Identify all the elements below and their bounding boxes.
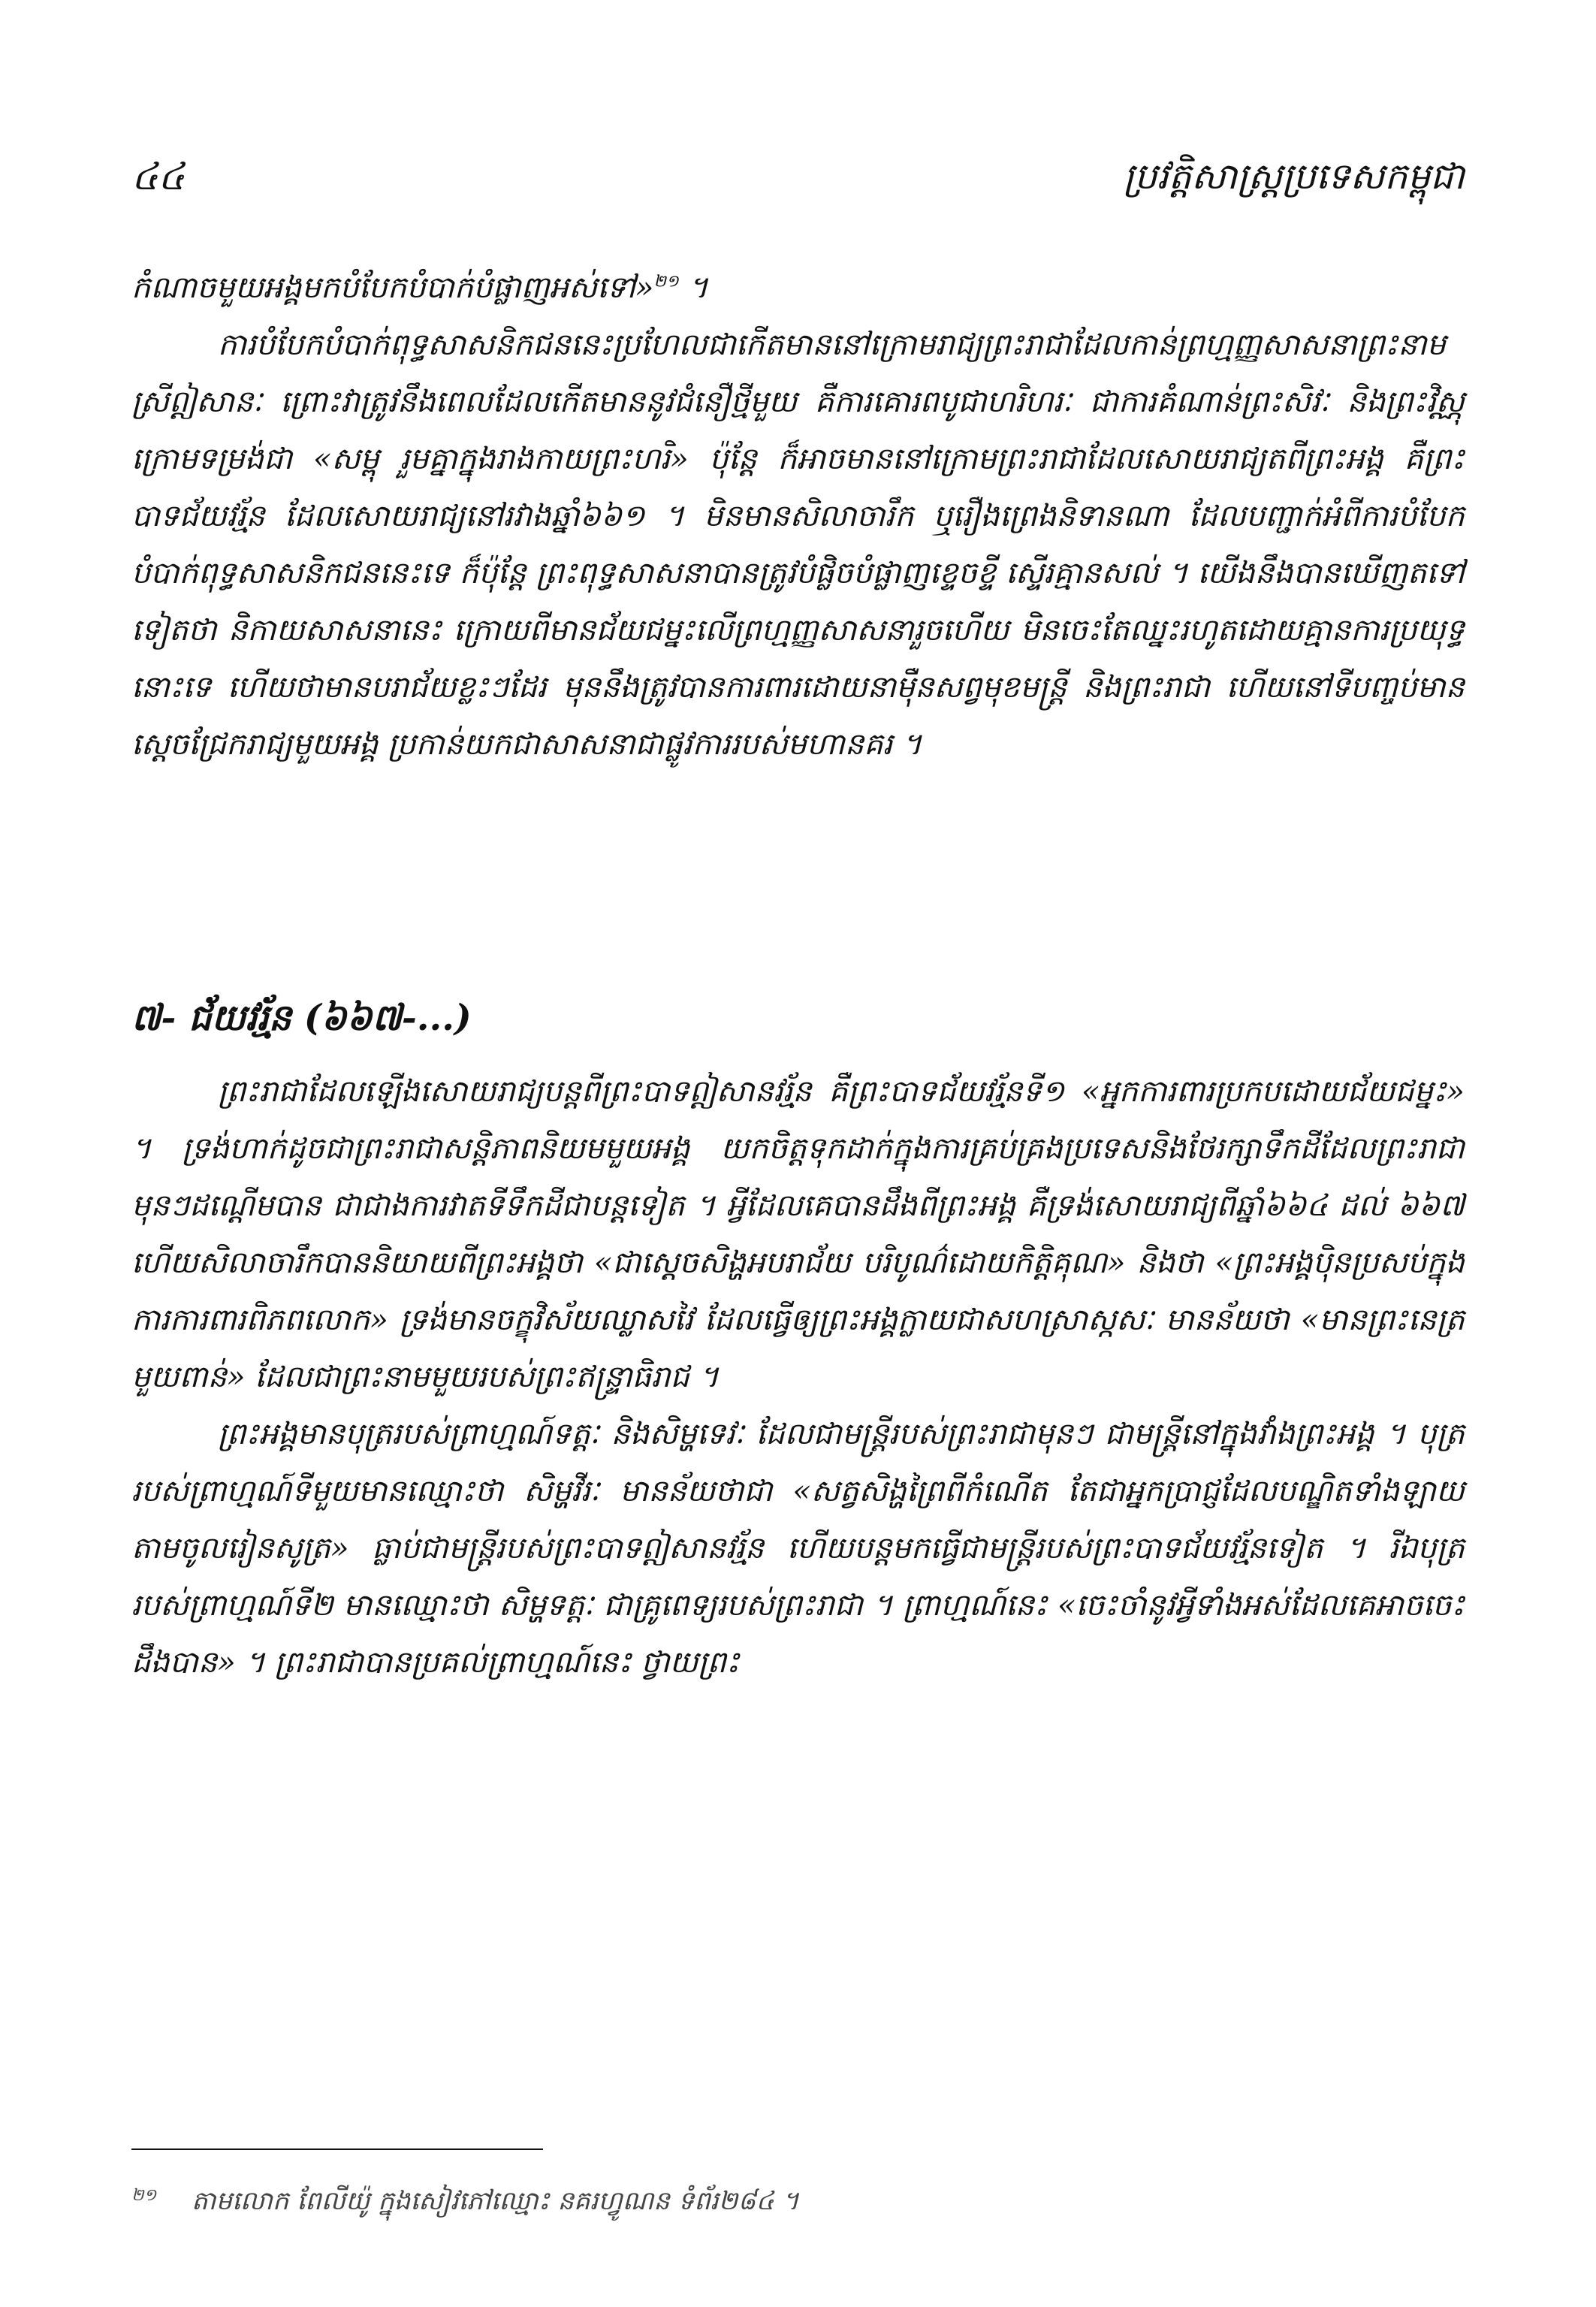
section-text-block [131, 1063, 1465, 1691]
footnote: ២១ តាមលោក ពែលីយ៉ូ ក្នុងសៀវភៅឈ្មោះ នគរហ្វូណន ទំព័រ២៨៤ ។ [131, 2185, 799, 2216]
running-title: ប្រវត្តិសាស្ត្រប្រទេសកម្ពុជា [1123, 156, 1465, 198]
footnote-reference[interactable]: ២១ [653, 272, 679, 291]
intro-text-block [131, 259, 1465, 773]
footnote-text: តាមលោក ពែលីយ៉ូ ក្នុងសៀវភៅឈ្មោះ នគរហ្វូណន ទំព័រ២៨៤ ។ [192, 2186, 799, 2216]
section-heading: ៧- ជ័យវរ្ម័ន (៦៦៧-...) [131, 997, 472, 1039]
intro-opening-text: កំណាចមួយអង្គមកបំបែកបំបាក់បំផ្លាញអស់ទៅ» [131, 270, 654, 305]
section-paragraph-1: ព្រះរាជាដែលឡើងសោយរាជ្យបន្តពីព្រះបាទឦសានវរ្ម័ន គឺព្រះបាទជ័យវរ្ម័នទី១ «អ្នកការពារប្រកបដោយជ័យជម្នះ» ។ ទ្រង់ហាក់ដូចជាព្រះរាជាសន្តិភាពនិយមមួយអង្គ យកចិត្តទុកដាក់ក្នុងការគ្រប់គ្រងប្រទេសនិងថែរក្សាទឹកដីដែលព្រះរាជាមុនៗដណ្តើមបាន ជាជាងការវាតទីទឹកដីជាបន្តទៀត ។ អ្វីដែលគេបានដឹងពីព្រះអង្គ គឺទ្រង់សោយរាជ្យពីឆ្នាំ៦៦៤ ដល់ ៦៦៧ ហើយសិលាចារឹកបាននិយាយពីព្រះអង្គថា «ជាស្តេចសិង្ហអបរាជ័យ បរិបូណ៌ដោយកិត្តិគុណ» និងថា «ព្រះអង្គប៉ិនប្រសប់ក្នុងការការពារពិភពលោក» ទ្រង់មានចក្ខុវិស័យឈ្លាសវៃ ដែលធ្វើឲ្យព្រះអង្គក្លាយជាសហស្រាស្កសៈ មានន័យថា «មានព្រះនេត្រមួយពាន់» ដែលជាព្រះនាមមួយរបស់ព្រះឥន្ទ្រាធិរាជ ។ [131, 1074, 1465, 1394]
page-number: ៤៤ [131, 155, 185, 198]
intro-paragraph: ការបំបែកបំបាក់ពុទ្ធសាសនិកជននេះប្រហែលជាកើតមាននៅក្រោមរាជ្យព្រះរាជាដែលកាន់ព្រហ្មញ្ញសាសនាព្រះនាមស្រីឦសានៈ ព្រោះវាត្រូវនឹងពេលដែលកើតមាននូវជំនឿថ្មីមួយ គឺការគោរពបូជាហរិហរៈ ជាការគំណាន់ព្រះសិវៈ និងព្រះវិស្ណុក្រោមទម្រង់ជា «សម្ពុ រួមគ្នាក្នុងរាងកាយព្រះហរិ» ប៉ុន្តែ ក៏អាចមាននៅក្រោមព្រះរាជាដែលសោយរាជ្យតពីព្រះអង្គ គឺព្រះបាទជ័យវរ្ម័ន ដែលសោយរាជ្យនៅរវាងឆ្នាំ៦៦១ ។ មិនមានសិលាចារឹក ឬរឿងព្រេងនិទានណា ដែលបញ្ជាក់អំពីការបំបែកបំបាក់ពុទ្ធសាសនិកជននេះទេ ក៏ប៉ុន្តែ ព្រះពុទ្ធសាសនាបានត្រូវបំផ្លិចបំផ្លាញខ្ទេចខ្ទី ស្ទើរគ្មានសល់ ។ យើងនឹងបានឃើញតទៅទៀតថា និកាយសាសនានេះ ក្រោយពីមានជ័យជម្នះលើព្រហ្មញ្ញសាសនារួចហើយ មិនចេះតែឈ្នះរហូតដោយគ្មានការប្រយុទ្ធនោះទេ ហើយថាមានបរាជ័យខ្លះៗដែរ មុននឹងត្រូវបានការពារដោយនាម៉ឺនសព្វមុខមន្ត្រី និងព្រះរាជា ហើយនៅទីបញ្ចប់មានស្តេចជ្រែករាជ្យមួយអង្គ ប្រកាន់យកជាសាសនាជាផ្លូវការរបស់មហានគរ ។ [131, 328, 1465, 762]
intro-opening-line [131, 259, 1465, 316]
page-header [131, 154, 1465, 222]
footnote-divider [131, 2148, 543, 2150]
intro-opening-end: ។ [678, 270, 708, 305]
section-paragraph-2: ព្រះអង្គមានបុត្ររបស់ព្រាហ្មណ៍ទត្តៈ និងសិម្ហទេវៈ ដែលជាមន្ត្រីរបស់ព្រះរាជាមុនៗ ជាមន្ត្រីនៅក្នុងវាំងព្រះអង្គ ។ បុត្ររបស់ព្រាហ្មណ៍ទីមួយមានឈ្មោះថា សិម្ហវីរៈ មានន័យថាជា «សត្វសិង្ហព្រៃពីកំណើត តែជាអ្នកប្រាជ្ញដែលបណ្ឌិតទាំងឡាយតាមចូលរៀនសូត្រ» ធ្លាប់ជាមន្ត្រីរបស់ព្រះបាទឦសានវរ្ម័ន ហើយបន្តមកធ្វើជាមន្ត្រីរបស់ព្រះបាទជ័យវរ្ម័នទៀត ។ រីឯបុត្ររបស់ព្រាហ្មណ៍ទី២ មានឈ្មោះថា សិម្ហទត្តៈ ជាគ្រូពេទ្យរបស់ព្រះរាជា ។ ព្រាហ្មណ៍នេះ «ចេះចាំនូវអ្វីទាំងអស់ដែលគេអាចចេះដឹងបាន» ។ ព្រះរាជាបានប្រគល់ព្រាហ្មណ៍នេះ ថ្វាយព្រះ [131, 1417, 1465, 1680]
